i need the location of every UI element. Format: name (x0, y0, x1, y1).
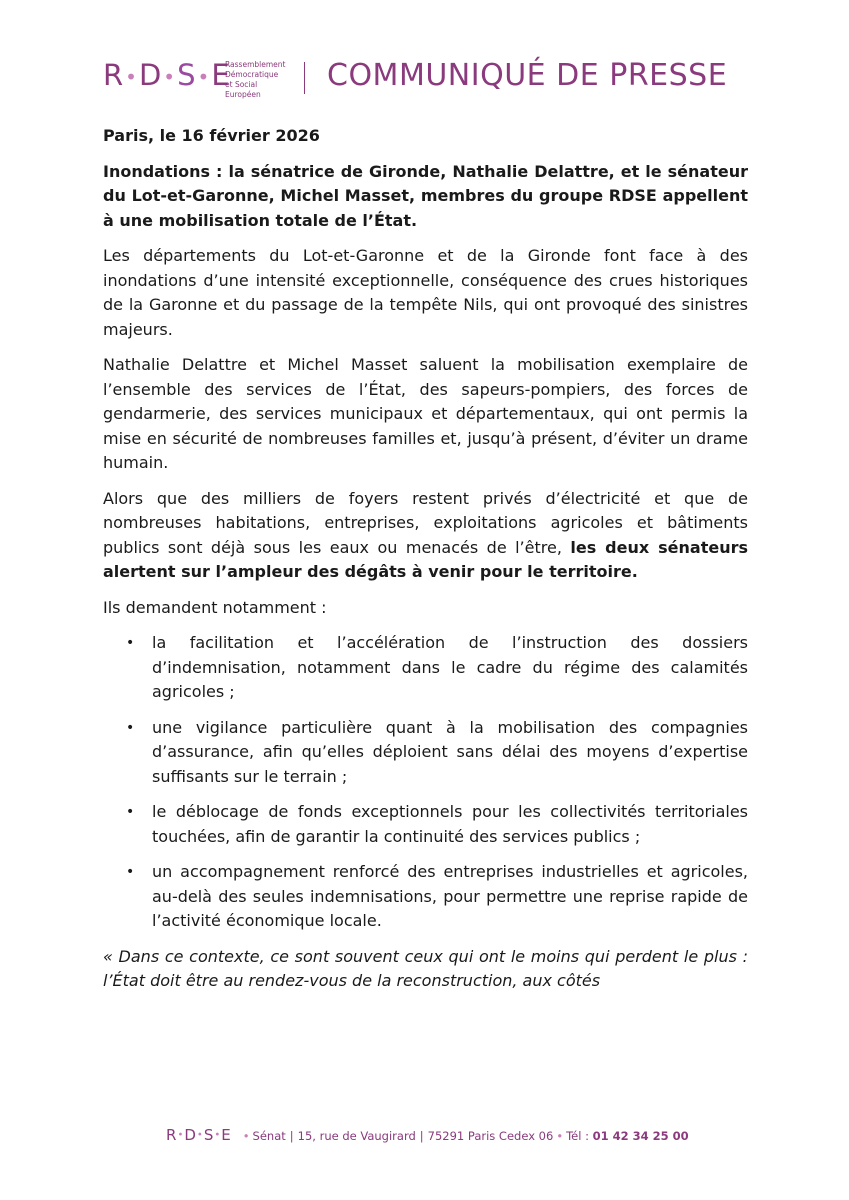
page-title: COMMUNIQUÉ DE PRESSE (327, 58, 728, 93)
paragraph-acknowledgment: Nathalie Delattre et Michel Masset saluent la mobilisation exemplaire de l’ensemble des services de l’État, des sapeurs-pompiers, des forces de gendarmerie, des services municipaux et départementaux, qui ont permis la mise en sécurité de nombreuses familles et, jusqu’à présent, d’éviter un drame humain. (103, 355, 748, 472)
logo-tagline: Rassemblement Démocratique et Social Européen (225, 60, 286, 99)
document-date: Paris, le 16 février 2026 (103, 126, 320, 145)
list-item: • une vigilance particulière quant à la mobilisation des compagnies d’assurance, afin qu’elles déploient sans délai des moyens d’expertise suffisants sur le terrain ; (103, 716, 748, 790)
list-item: • le déblocage de fonds exceptionnels pour les collectivités territoriales touchées, afin de garantir la continuité des services publics ; (103, 800, 748, 849)
footer-phone-label: Tél : (566, 1129, 589, 1143)
footer-address: 15, rue de Vaugirard (297, 1129, 416, 1143)
footer-phone: 01 42 34 25 00 (592, 1129, 689, 1143)
demands-intro: Ils demandent notamment : (103, 597, 327, 617)
header-divider (304, 62, 305, 94)
footer-place: Sénat (252, 1129, 286, 1143)
list-item: • un accompagnement renforcé des entreprises industrielles et agricoles, au-delà des seules indemnisations, pour permettre une reprise rapide de l’activité économique locale. (103, 860, 748, 934)
paragraph-context: Les départements du Lot-et-Garonne et de la Gironde font face à des inondations d’une intensité exceptionnelle, conséquence des crues historiques de la Garonne et du passage de la tempête Nils, qui ont provoqué des sinistres majeurs. (103, 246, 748, 339)
rdse-logo: R•D•S•E (103, 58, 231, 92)
document-body (103, 124, 748, 994)
footer-city: 75291 Paris Cedex 06 (427, 1129, 554, 1143)
document-header (103, 56, 753, 100)
quote-text: « Dans ce contexte, ce sont souvent ceux qui ont le moins qui perdent le plus : l’État doit être au rendez-vous de la reconstruction, aux côtés (103, 946, 748, 990)
paragraph-alert: Alors que des milliers de foyers restent privés d’électricité et que de nombreuses habitations, entreprises, exploitations agricoles et bâtiments publics sont déjà sous les eaux ou menacés de l’être, les deux sénateurs alertent sur l’ampleur des dégâts à venir pour le territoire. (103, 488, 748, 581)
footer-logo: R•D•S•E (166, 1126, 232, 1144)
demands-list (103, 631, 748, 934)
list-item: • la facilitation et l’accélération de l’instruction des dossiers d’indemnisation, notamment dans le cadre du régime des calamités agricoles ; (103, 631, 748, 705)
alert-highlight: les deux sénateurs alertent sur l’ampleur des dégâts à venir pour le territoire. (103, 537, 748, 581)
document-headline: Inondations : la sénatrice de Gironde, Nathalie Delattre, et le sénateur du Lot-et-Garonne, Michel Masset, membres du groupe RDSE appellent à une mobilisation totale de l’État. (103, 161, 748, 230)
document-footer: R•D•S•E • Sénat | 15, rue de Vaugirard | 75291 Paris Cedex 06 • Tél : 01 42 34 25 00 (166, 1126, 689, 1144)
